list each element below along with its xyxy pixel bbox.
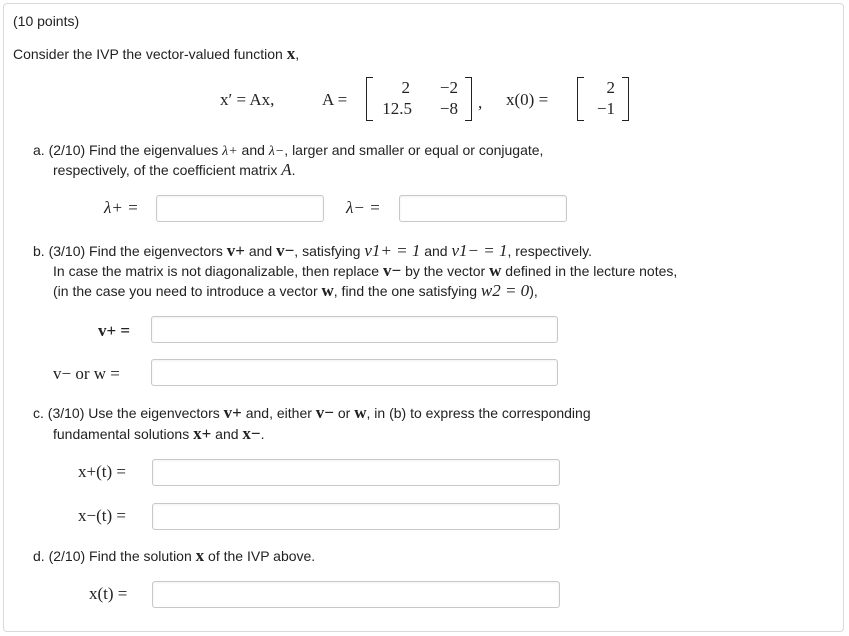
part-b-text: by the vector bbox=[405, 263, 486, 279]
x0-label: x(0) = bbox=[506, 90, 549, 109]
part-a-line1 bbox=[33, 141, 543, 161]
x-plus-symbol: x+ bbox=[193, 424, 212, 443]
v-minus-or-w-input[interactable] bbox=[151, 359, 558, 386]
and-text: and bbox=[215, 426, 239, 442]
part-b-text: (in the case you need to introduce a vector bbox=[53, 283, 318, 299]
part-c-text: fundamental solutions bbox=[53, 426, 190, 442]
matrix-cell: −8 bbox=[439, 99, 458, 118]
equation-lhs: x′ = Ax, bbox=[220, 90, 275, 109]
part-b-line1 bbox=[33, 242, 592, 260]
part-b-text: , satisfying bbox=[294, 243, 361, 259]
part-a-text: , larger and smaller or equal or conjugate, bbox=[284, 142, 544, 158]
part-a-text: a. (2/10) Find the eigenvalues bbox=[33, 142, 219, 158]
v-plus-symbol: v+ bbox=[226, 241, 245, 260]
x-symbol: x bbox=[195, 546, 205, 565]
part-c-text: , in (b) to express the corresponding bbox=[366, 405, 591, 421]
intro-var: x bbox=[286, 44, 296, 63]
condition-w2: w2 = 0 bbox=[480, 281, 530, 300]
and-text: and bbox=[424, 243, 448, 259]
lambda-plus-label: λ+ = bbox=[104, 198, 139, 217]
lambda-plus-input[interactable] bbox=[156, 195, 324, 222]
v-minus-symbol: v− bbox=[315, 403, 334, 422]
intro-tail: , bbox=[295, 46, 300, 62]
vector-right-bracket bbox=[622, 77, 629, 121]
and-text: and bbox=[248, 243, 273, 259]
v-minus-symbol: v− bbox=[276, 241, 295, 260]
x-minus-label: x−(t) = bbox=[78, 506, 126, 525]
lambda-minus-symbol: λ− bbox=[268, 144, 285, 159]
vector-cell: −1 bbox=[596, 99, 615, 118]
part-a-line2 bbox=[53, 161, 296, 179]
v-plus-symbol: v+ bbox=[223, 403, 242, 422]
intro-sentence: Consider the IVP the vector-valued function bbox=[13, 46, 283, 62]
part-b-text: b. (3/10) Find the eigenvectors bbox=[33, 243, 223, 259]
matrix-cell: 12.5 bbox=[382, 99, 412, 118]
matrix-a bbox=[366, 77, 472, 121]
part-b-text: , find the one satisfying bbox=[333, 283, 477, 299]
part-b-text: ), bbox=[529, 283, 538, 299]
equation-separator: , bbox=[478, 93, 483, 112]
part-d-line1 bbox=[33, 547, 315, 565]
and-text: and bbox=[241, 142, 265, 158]
matrix-a-label: A = bbox=[322, 90, 348, 109]
period: . bbox=[291, 162, 296, 178]
part-b-text: In case the matrix is not diagonalizable, then replace bbox=[53, 263, 380, 279]
points-label: (10 points) bbox=[13, 13, 80, 29]
matrix-cell: 2 bbox=[401, 78, 410, 97]
x-plus-label: x+(t) = bbox=[78, 462, 126, 481]
x0-vector bbox=[577, 77, 629, 121]
part-c-line1 bbox=[33, 404, 591, 422]
part-c-line2 bbox=[53, 425, 265, 443]
v-minus-symbol: v− bbox=[382, 261, 402, 280]
x-solution-input[interactable] bbox=[152, 581, 560, 608]
x-plus-input[interactable] bbox=[152, 459, 560, 486]
v-plus-input[interactable] bbox=[151, 316, 558, 343]
v-plus-label: v+ = bbox=[98, 321, 131, 340]
intro-text bbox=[13, 45, 299, 63]
lambda-plus-symbol: λ+ bbox=[222, 144, 238, 159]
condition-v1-plus: v1+ = 1 bbox=[364, 241, 421, 260]
part-d-text: of the IVP above. bbox=[208, 548, 316, 564]
part-a-text: respectively, of the coefficient matrix bbox=[53, 162, 278, 178]
condition-v1-minus: v1− = 1 bbox=[451, 241, 508, 260]
matrix-right-bracket bbox=[465, 77, 472, 121]
part-b-text: defined in the lecture notes, bbox=[505, 263, 678, 279]
part-c-text: c. (3/10) Use the eigenvectors bbox=[33, 405, 220, 421]
x-solution-label: x(t) = bbox=[89, 584, 128, 603]
period: . bbox=[260, 426, 265, 442]
matrix-a-var: A bbox=[281, 160, 292, 179]
v-minus-or-w-label: v− or w = bbox=[53, 364, 120, 383]
matrix-cell: −2 bbox=[439, 78, 458, 97]
part-b-text: , respectively. bbox=[507, 243, 593, 259]
vector-cell: 2 bbox=[606, 78, 615, 97]
w-symbol: w bbox=[321, 281, 334, 300]
w-symbol: w bbox=[354, 403, 367, 422]
w-symbol: w bbox=[489, 261, 502, 280]
vector-left-bracket bbox=[577, 77, 584, 121]
matrix-left-bracket bbox=[366, 77, 373, 121]
part-b-line3 bbox=[53, 282, 538, 300]
lambda-minus-label: λ− = bbox=[346, 198, 381, 217]
part-d-text: d. (2/10) Find the solution bbox=[33, 548, 192, 564]
part-b-line2 bbox=[53, 262, 677, 280]
x-minus-symbol: x− bbox=[242, 424, 261, 443]
x-minus-input[interactable] bbox=[152, 503, 560, 530]
or-text: or bbox=[337, 405, 351, 421]
part-c-text: and, either bbox=[245, 405, 312, 421]
lambda-minus-input[interactable] bbox=[399, 195, 567, 222]
